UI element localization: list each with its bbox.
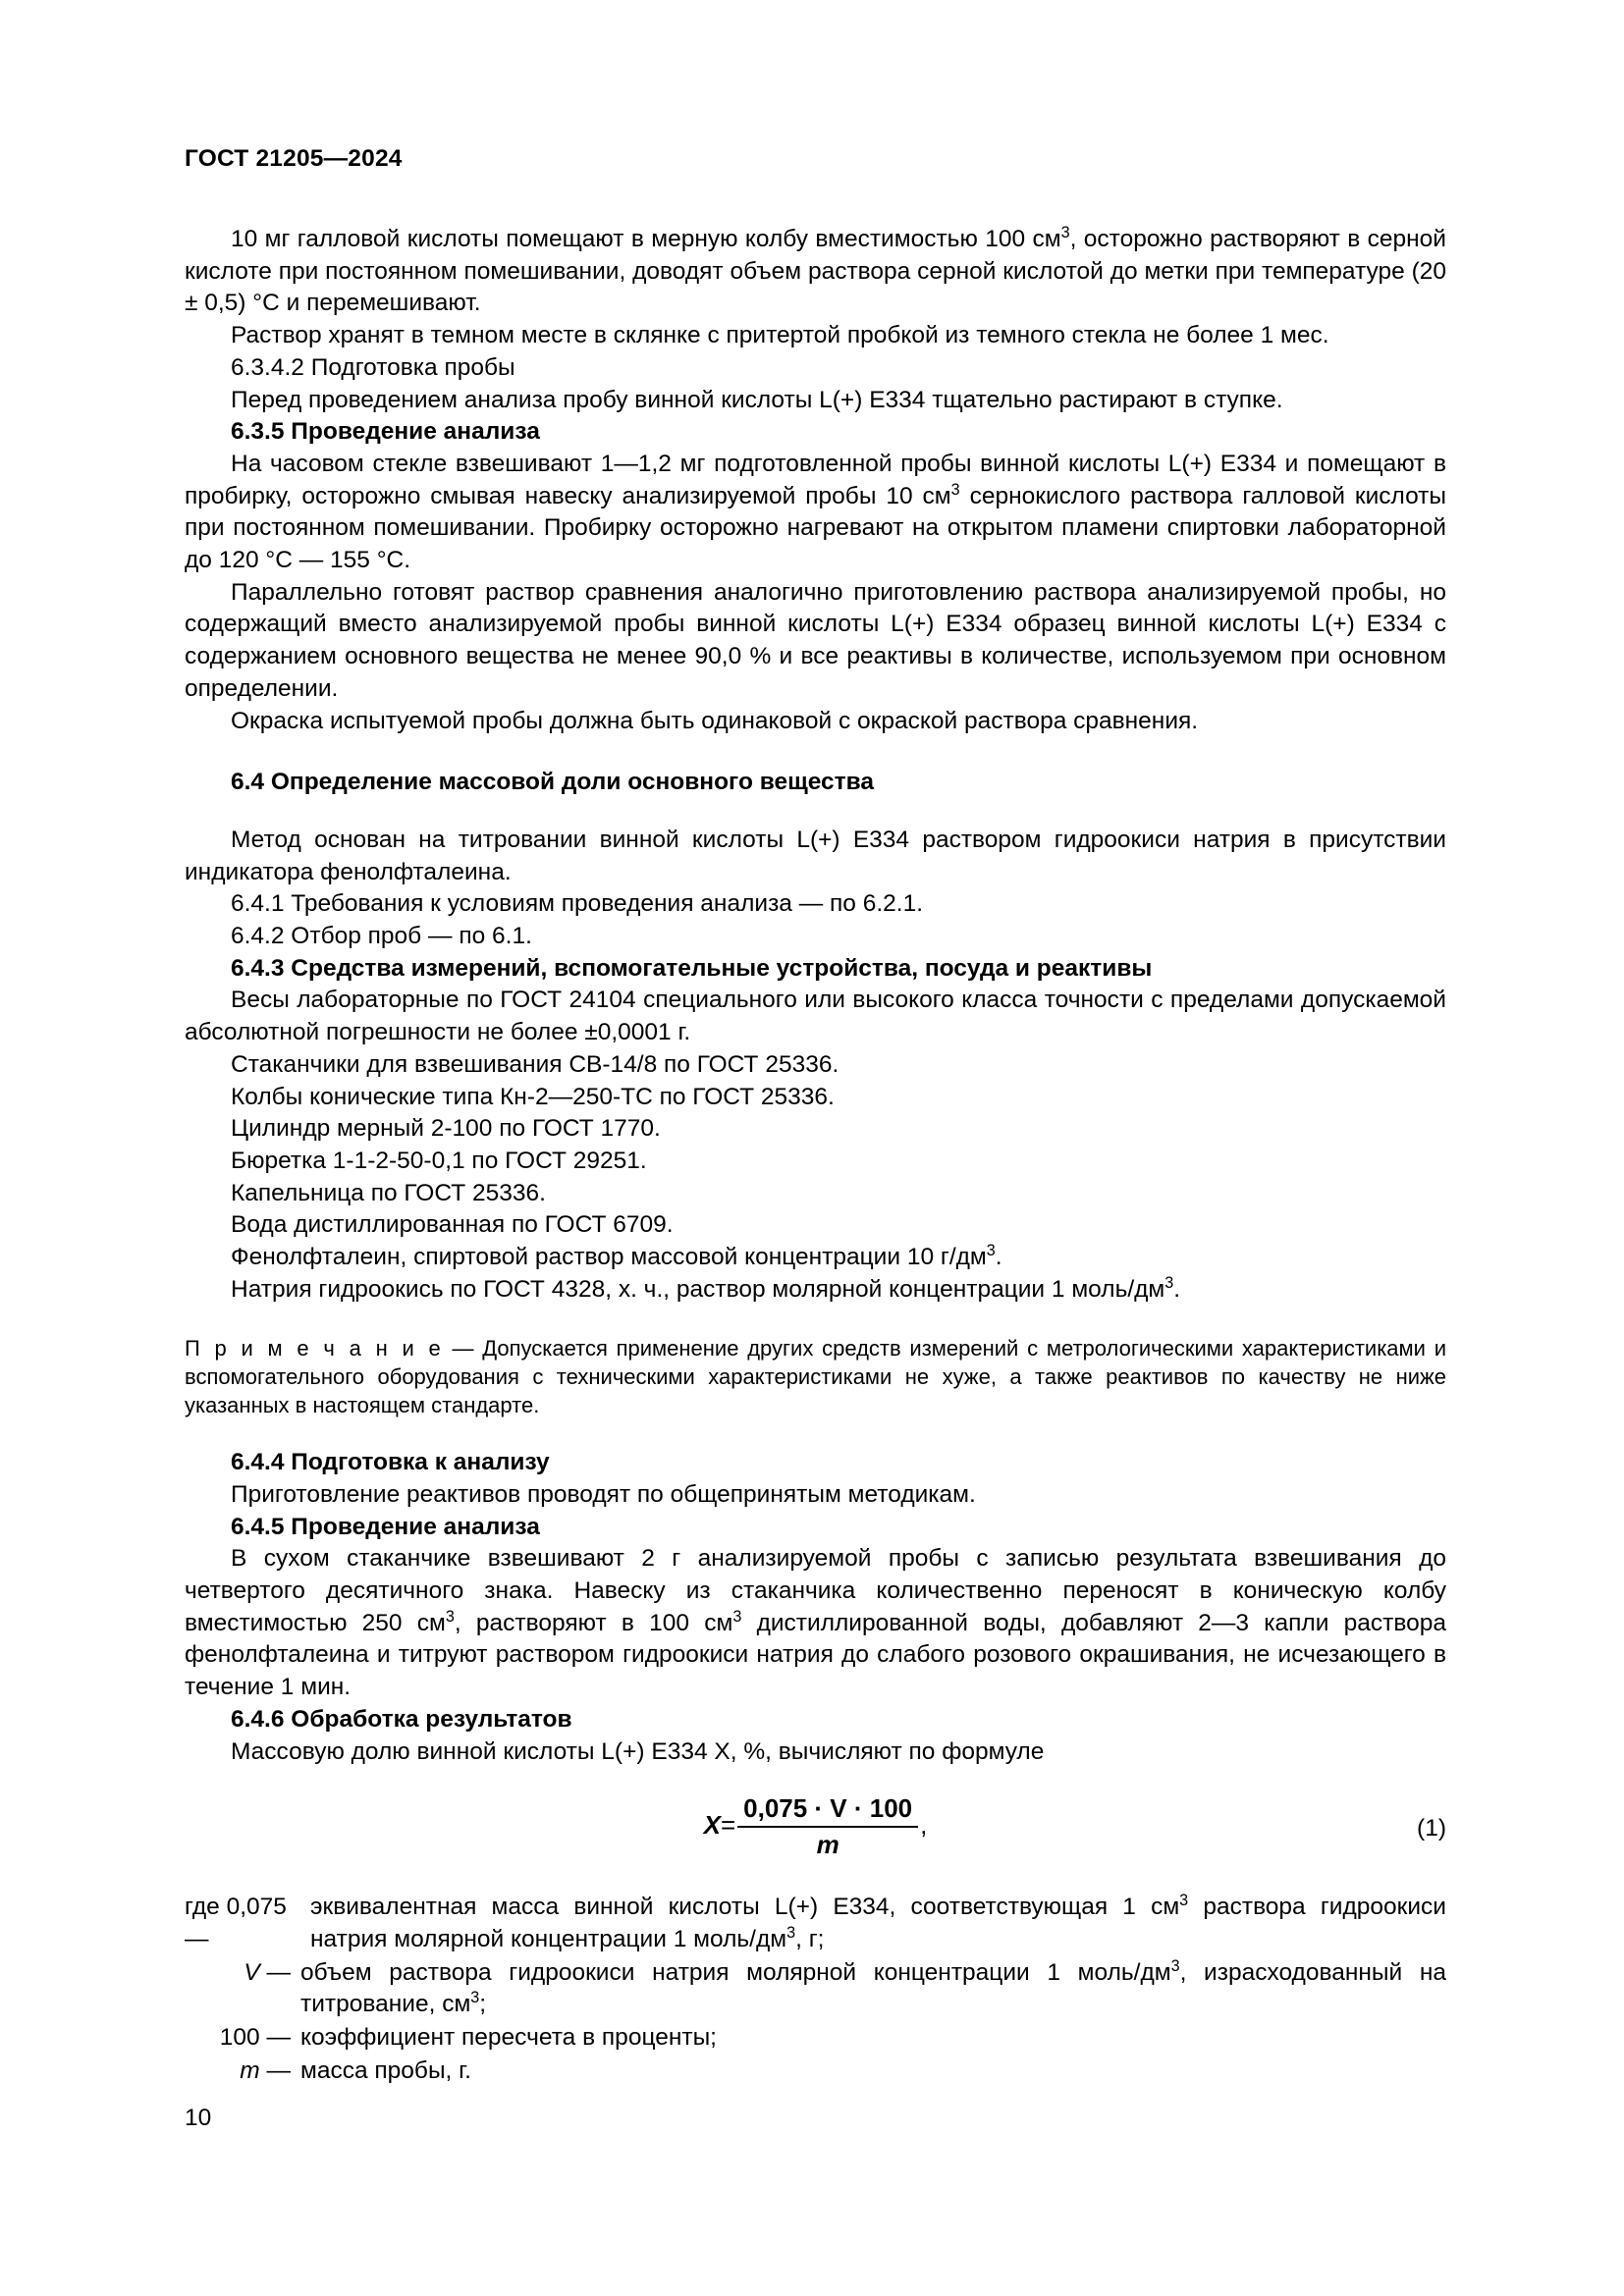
paragraph-text: На часовом стекле взвешивают 1—1,2 мг подготовленной пробы винной кислоты L(+) Е334 и помещают в пробирку, осторожно смывая навеску анализируемой пробы 10 $см^3$ сернокислого раствора галловой кислоты при постоянном помешивании. Пробирку осторожно нагревают на открытом пламени спиртовки лабораторной до 120 °С — 155 °С. — [185, 450, 1446, 574]
clause-6-3-4-2 — [185, 352, 1446, 385]
definition-row — [185, 1892, 1446, 1955]
heading-6-4-3: 6.4.3 Средства измерений, вспомогательные устройства, посуда и реактивы — [231, 954, 1153, 982]
paragraph-formula-intro — [185, 1736, 1446, 1769]
definition-symbol: 100 — [219, 2024, 260, 2052]
definition-term — [185, 1957, 300, 2021]
formula-equals: = — [720, 1810, 736, 1841]
paragraph-titration-procedure — [185, 1543, 1446, 1704]
formula-block — [185, 1793, 1446, 1870]
definition-symbol: m — [240, 2056, 260, 2084]
paragraph-text: В сухом стаканчике взвешивают 2 г анализируемой пробы с записью результата взвешивания до четвертого десятичного знака. Навеску из стаканчика количественно переносят в коническую колбу вместимостью 250 $см^3$, растворяют в 100 $см^3$ дистиллированной воды, добавляют 2—3 капли раствора фенолфталеина и титруют раствором гидроокиси натрия до слабого розового окрашивания, не исчезающего в течение 1 мин. — [185, 1545, 1446, 1701]
paragraph-text: 10 мг галловой кислоты помещают в мерную колбу вместимостью 100 $см^3$, осторожно растворяют в серной кислоте при постоянном помешивании, доводят объем раствора серной кислотой до метки при температуре (20 ± 0,5) °С и перемешивают. — [185, 223, 1446, 317]
definition-dash: — — [185, 1925, 209, 1952]
paragraph-dropper: Капельница по ГОСТ 25336. — [231, 1179, 546, 1206]
definition-intro: где — [185, 1894, 220, 1921]
definition-description: эквивалентная масса винной кислоты L(+) Е334, соответствующая 1 $см^3$ раствора гидроокиси натрия молярной концентрации 1 моль/$дм^3$, г; — [310, 1892, 1446, 1952]
paragraph-text: Перед проведением анализа пробу винной кислоты L(+) Е334 тщательно растирают в ступке. — [231, 386, 1283, 413]
paragraph-color-match — [185, 706, 1446, 738]
definition-description: масса пробы, г. — [300, 2056, 471, 2084]
formula-number: (1) — [1417, 1815, 1446, 1842]
paragraph-text: Окраска испытуемой пробы должна быть одинаковой с окраской раствора сравнения. — [231, 707, 1199, 734]
clause-text: 6.3.4.2 Подготовка пробы — [231, 353, 515, 381]
formula-comma: , — [920, 1810, 928, 1841]
definition-row — [185, 1957, 1446, 2021]
formula-expression — [185, 1793, 1446, 1860]
definition-description: коэффициент пересчета в проценты; — [300, 2024, 717, 2052]
page-content — [185, 145, 1446, 2089]
paragraph-storage — [185, 320, 1446, 352]
definition-term — [185, 1892, 310, 1955]
definition-term — [185, 2022, 300, 2055]
paragraph-text: Раствор хранят в темном месте в склянке с притертой пробкой из темного стекла не более 1 мес. — [231, 322, 1329, 349]
definition-term — [185, 2056, 300, 2088]
clause-6-4-1: 6.4.1 Требования к условиям проведения анализа — по 6.2.1. — [231, 890, 924, 918]
paragraph-text: Массовую долю винной кислоты L(+) Е334 X, %, вычисляют по формуле — [231, 1737, 1045, 1765]
paragraph-weighing-cups: Стаканчики для взвешивания СВ-14/8 по ГОСТ 25336. — [231, 1050, 839, 1078]
note-block — [185, 1334, 1446, 1420]
heading-6-4-4: 6.4.4 Подготовка к анализу — [231, 1449, 550, 1476]
document-header: ГОСТ 21205—2024 — [185, 145, 403, 172]
paragraph-analysis-procedure — [185, 449, 1446, 577]
note-label: П р и м е ч а н и е — [185, 1335, 444, 1361]
paragraph-sodium-hydroxide: Натрия гидроокись по ГОСТ 4328, х. ч., раствор молярной концентрации 1 моль/$дм^3$. — [231, 1273, 1181, 1303]
note-text: — Допускается применение других средств измерений с метрологическими характеристиками и вспомогательного оборудования с техническими характеристиками не хуже, а также реактивов по качеству не ниже указанных в настоящем стандарте. — [185, 1335, 1446, 1417]
definition-row — [185, 2022, 1446, 2055]
heading-6-4: 6.4 Определение массовой доли основного вещества — [231, 769, 875, 796]
definition-dash: — — [266, 2024, 291, 2052]
definition-dash: — — [266, 1958, 291, 1986]
paragraph-text: Метод основан на титровании винной кислоты L(+) Е334 раствором гидроокиси натрия в присутствии индикатора фенолфталеина. — [185, 826, 1446, 885]
page-number: 10 — [185, 2105, 212, 2131]
definition-dash: — — [266, 2056, 291, 2084]
paragraph-text: Параллельно готовят раствор сравнения аналогично приготовлению раствора анализируемой пробы, но содержащий вместо анализируемой пробы винной кислоты L(+) Е334 образец винной кислоты L(+) Е334 с содержанием основного вещества не менее 90,0 % и все реактивы в количестве, используемом при основном определении. — [185, 578, 1446, 702]
formula-denominator: m — [816, 1830, 839, 1860]
formula-fraction — [737, 1793, 918, 1860]
paragraph-sample-prep — [185, 385, 1446, 417]
clause-6-4-2: 6.4.2 Отбор проб — по 6.1. — [231, 923, 532, 950]
paragraph-balance — [185, 985, 1446, 1048]
paragraph-text: Весы лабораторные по ГОСТ 24104 специального или высокого класса точности с пределами допускаемой абсолютной погрешности не более ±0,0001 г. — [185, 987, 1446, 1046]
definition-row — [185, 2056, 1446, 2088]
paragraph-reagent-prep: Приготовление реактивов проводят по общепринятым методикам. — [231, 1480, 976, 1508]
paragraph-phenolphthalein: Фенолфталеин, спиртовой раствор массовой концентрации 10 $г/дм^3$. — [231, 1241, 1002, 1271]
definition-description: объем раствора гидроокиси натрия молярной концентрации 1 моль/$дм^3$, израсходованный на титрование, $см^3$; — [300, 1956, 1446, 2018]
paragraph-distilled-water: Вода дистиллированная по ГОСТ 6709. — [231, 1211, 674, 1239]
paragraph-conical-flasks: Колбы конические типа Кн-2—250-ТС по ГОСТ 25336. — [231, 1083, 835, 1110]
formula-numerator: 0,075 · V · 100 — [737, 1793, 918, 1828]
formula-lhs: X — [703, 1810, 721, 1841]
definition-symbol: V — [244, 1958, 260, 1986]
paragraph-reference-solution — [185, 577, 1446, 706]
definition-symbol: 0,075 — [226, 1894, 287, 1921]
definition-list — [185, 1892, 1446, 2087]
paragraph-burette: Бюретка 1-1-2-50-0,1 по ГОСТ 29251. — [231, 1147, 647, 1174]
paragraph-measuring-cylinder: Цилиндр мерный 2-100 по ГОСТ 1770. — [231, 1115, 661, 1143]
heading-6-4-6: 6.4.6 Обработка результатов — [231, 1705, 572, 1733]
heading-6-4-5: 6.4.5 Проведение анализа — [231, 1513, 540, 1540]
heading-6-3-5: 6.3.5 Проведение анализа — [231, 418, 540, 446]
paragraph-gallic-acid — [185, 224, 1446, 320]
paragraph-method-basis — [185, 825, 1446, 888]
